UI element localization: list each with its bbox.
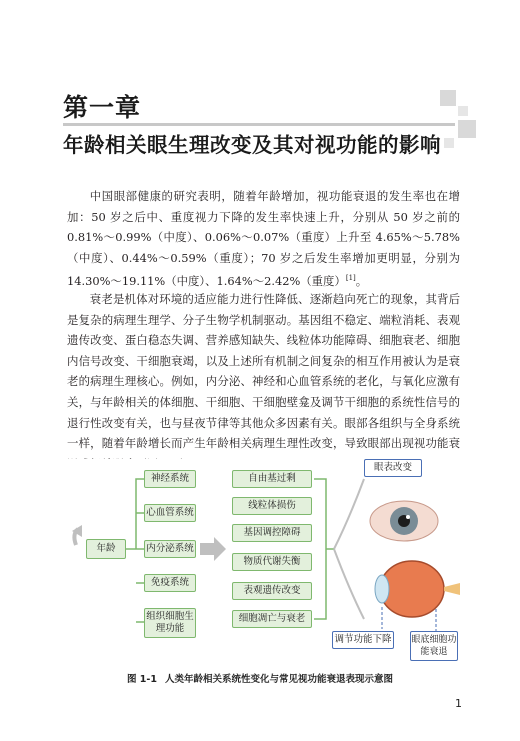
- arrow-to-surface: [334, 479, 364, 549]
- decorative-square: [458, 106, 468, 116]
- decorative-square: [444, 138, 454, 148]
- outcome-accommodation: 调节功能下降: [332, 631, 394, 649]
- figure-1-1: [64, 459, 464, 662]
- figure-caption-number: 图 1-1: [127, 674, 157, 685]
- chapter-label: 第一章: [63, 93, 142, 122]
- page-number: 1: [455, 697, 462, 710]
- body-paragraph-2: [67, 289, 460, 474]
- root-node-age: 年龄: [86, 539, 126, 559]
- chapter-title: 年龄相关眼生理改变及其对视功能的影响: [63, 133, 441, 157]
- paragraph-1-end: 。: [355, 274, 368, 289]
- mechanism-node: 物质代谢失衡: [232, 553, 312, 571]
- chapter-divider: [63, 123, 455, 126]
- optic-nerve-icon: [444, 583, 460, 595]
- system-node: 神经系统: [144, 470, 196, 488]
- mechanism-bracket: [314, 479, 334, 619]
- big-arrow-icon: [200, 537, 226, 561]
- system-node: 免疫系统: [144, 574, 196, 592]
- citation-ref: [1]: [345, 274, 356, 283]
- mechanism-node: 细胞凋亡与衰老: [232, 610, 312, 628]
- decorative-square: [440, 90, 456, 106]
- system-node: 心血管系统: [144, 504, 196, 522]
- mechanism-node: 线粒体损伤: [232, 497, 312, 515]
- system-node: 组织细胞生理功能: [144, 608, 196, 638]
- lens-icon: [375, 575, 389, 603]
- mechanism-node: 基因调控障碍: [232, 524, 312, 542]
- outcome-fundus: 眼底细胞功能衰退: [410, 631, 458, 661]
- eye-highlight: [406, 515, 410, 519]
- figure-caption-text: 人类年龄相关系统性变化与常见视功能衰退表现示意图: [164, 674, 393, 685]
- system-node: 内分泌系统: [144, 540, 196, 558]
- decorative-square: [458, 120, 476, 138]
- arrow-to-accommodation: [334, 549, 364, 619]
- outcome-ocular-surface: 眼表改变: [364, 459, 422, 477]
- mechanism-node: 表观遗传改变: [232, 582, 312, 600]
- system-connector-lines: [126, 479, 144, 622]
- body-paragraph-1: [67, 186, 460, 292]
- mechanism-node: 自由基过剩: [232, 470, 312, 488]
- paragraph-1-text: 中国眼部健康的研究表明，随着年龄增加，视功能衰退的发生率也在增加：50 岁之后中、重度视力下降的发生率快速上升，分别从 50 岁之前的 0.81%～0.99%（中度）、0.06%～0.07%（重度）上升至 4.65%～5.78%（中度）、0.44%～0.59%（重度）；70 岁之后发生率增加更明显，分别为 14.30%～19.11%（中度）、1.64%～2.42%（重度）: [67, 189, 460, 289]
- eyeball-cross-section-icon: [380, 561, 444, 617]
- paragraph-2-text: 衰老是机体对环境的适应能力进行性降低、逐渐趋向死亡的现象，其背后是复杂的病理生理学、分子生物学机制驱动。基因组不稳定、端粒消耗、表观遗传改变、蛋白稳态失调、营养感知缺失、线粒体功能障碍、细胞衰老、细胞内信号改变、干细胞衰竭，以及上述所有机制之间复杂的相互作用被认为是衰老的病理生理核心。例如，内分泌、神经和心血管系统的老化，与氧化应激有关，与年龄相关的体细胞、干细胞、干细胞壁龛及调节干细胞的系统性信号的退行性改变有关，也与昼夜节律等其他众多因素有关。眼部各组织与全身系统一样，随着年龄增长而产生年龄相关病理生理性改变，导致眼部出现视功能衰: [67, 292, 460, 451]
- figure-caption: [0, 671, 520, 685]
